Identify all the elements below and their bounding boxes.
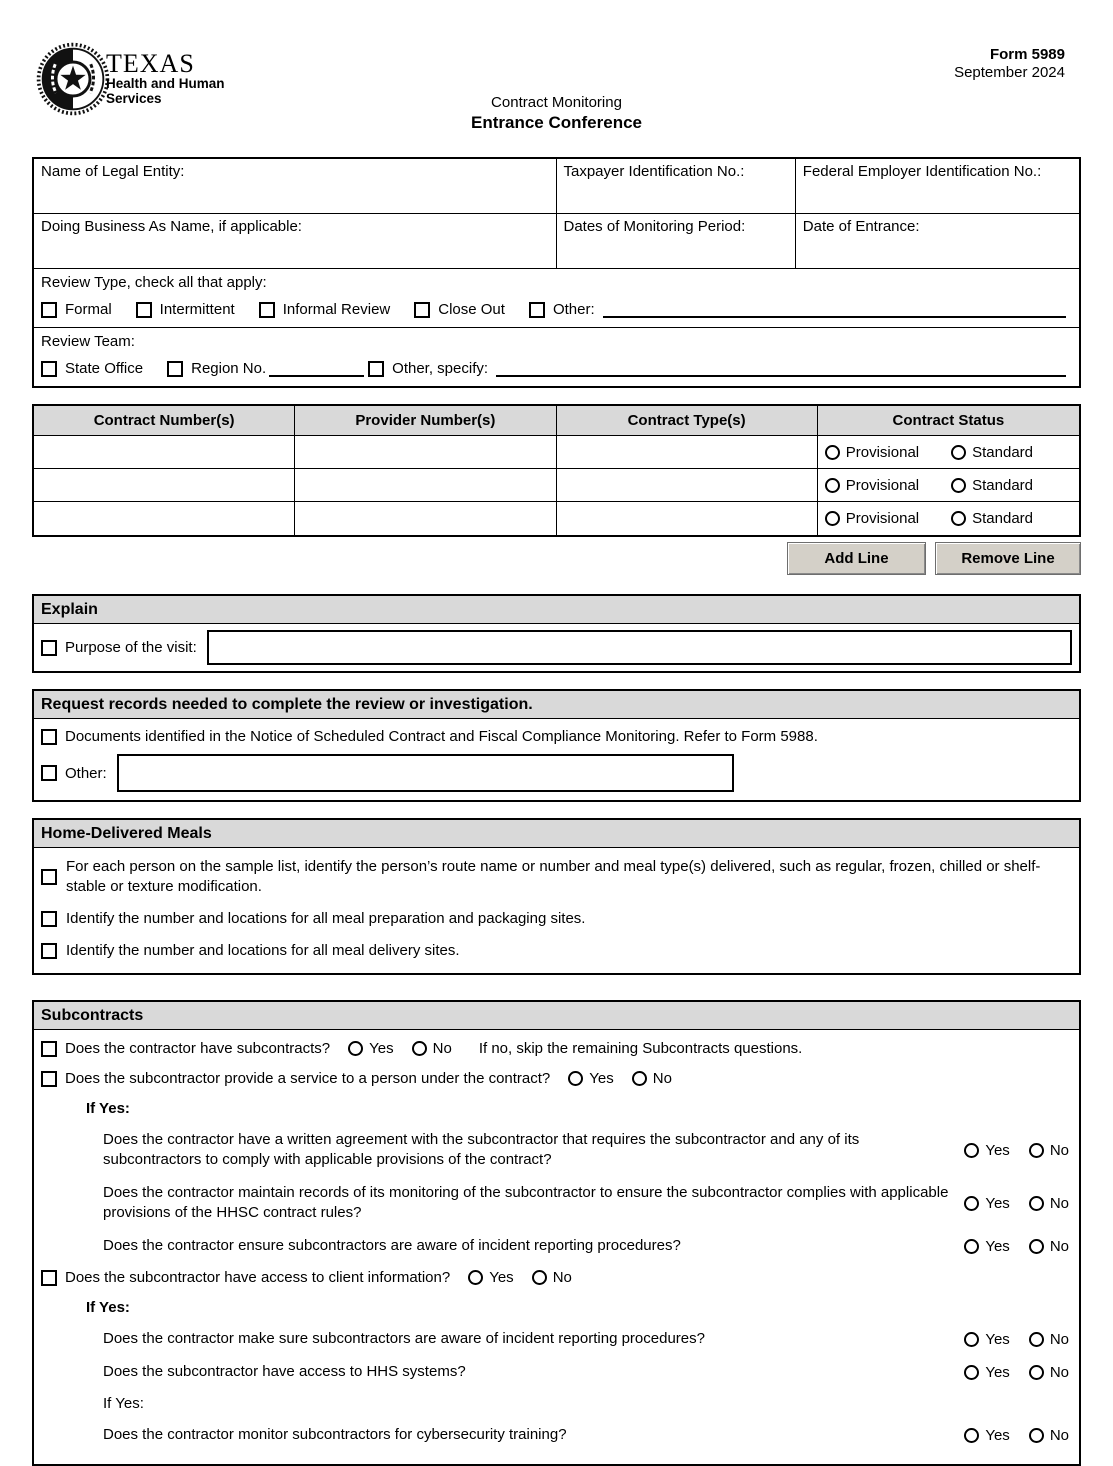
radio-standard-3-label: Standard [972, 510, 1034, 527]
q2-label: Does the subcontractor provide a service to a person under the contract? [65, 1070, 551, 1087]
q6-yes-label: Yes [489, 1269, 514, 1286]
q6-yes-radio[interactable] [468, 1270, 483, 1285]
q2-no-radio[interactable] [632, 1071, 647, 1086]
meals-item-row [34, 932, 1079, 973]
col-contract-status: Contract Status [818, 406, 1079, 436]
q3-no-label: No [1049, 1141, 1069, 1159]
checkbox-informal-review[interactable] [259, 302, 275, 318]
q2-yes-label: Yes [589, 1070, 614, 1087]
form-date: September 2024 [954, 64, 1065, 81]
table-buttons [32, 542, 1081, 575]
checkbox-close-out[interactable] [414, 302, 430, 318]
checkbox-formal[interactable] [41, 302, 57, 318]
if-yes-label: If Yes: [86, 1100, 130, 1117]
checkbox-state-office-label: State Office [65, 360, 144, 377]
page-header [0, 0, 1113, 157]
region-no-input-line[interactable] [269, 375, 364, 377]
checkbox-documents-identified[interactable] [41, 729, 57, 745]
contract-type-input-1[interactable] [557, 436, 818, 469]
field-monitoring-period[interactable]: Dates of Monitoring Period: [557, 214, 796, 269]
checkbox-meals-preparation-sites[interactable] [41, 911, 57, 927]
q3-label: Does the contractor have a written agreement with the subcontractor that requires the subcontractor and any of its subcontractors to comply with applicable provisions of the contract? [103, 1131, 860, 1168]
meals-preparation-sites-label: Identify the number and locations for all meal preparation and packaging sites. [66, 910, 586, 927]
radio-provisional-1[interactable] [825, 445, 840, 460]
review-type-label: Review Type, check all that apply: [41, 274, 267, 291]
q5-row [41, 1236, 1069, 1256]
if-yes-label: If Yes: [86, 1299, 130, 1316]
q4-label: Does the contractor maintain records of its monitoring of the subcontractor to ensure the subcontractor complies with applicable provisions of the HHSC contract rules? [103, 1184, 949, 1221]
q5-no-radio[interactable] [1029, 1239, 1044, 1254]
entity-row-2 [34, 214, 1079, 269]
home-delivered-meals-section [32, 818, 1081, 975]
q1-yes-radio[interactable] [348, 1041, 363, 1056]
title-line1: Contract Monitoring [491, 94, 622, 111]
field-federal-employer-id[interactable]: Federal Employer Identification No.: [796, 159, 1079, 214]
review-team-row [34, 328, 1079, 386]
q9-label: Does the contractor monitor subcontractors for cybersecurity training? [103, 1426, 567, 1443]
radio-standard-1-label: Standard [972, 443, 1034, 461]
checkbox-review-type-other-label: Other: [552, 301, 595, 318]
q9-yes-radio[interactable] [964, 1428, 979, 1443]
q2-yes-radio[interactable] [568, 1071, 583, 1086]
entity-table [32, 157, 1081, 388]
q1-row [41, 1040, 1069, 1057]
request-records-title: Request records needed to complete the review or investigation. [34, 691, 1079, 719]
radio-provisional-1-label: Provisional [845, 443, 920, 461]
q8-yes-label: Yes [985, 1363, 1010, 1381]
checkbox-intermittent-label: Intermittent [159, 301, 235, 318]
records-other-label: Other: [65, 764, 107, 782]
q7-yes-label: Yes [985, 1330, 1010, 1348]
q7-no-label: No [1049, 1330, 1069, 1348]
contract-row-3 [34, 502, 1079, 535]
checkbox-informal-review-label: Informal Review [282, 301, 391, 318]
q8-no-label: No [1049, 1363, 1069, 1381]
meals-item-row [34, 848, 1079, 900]
contract-type-input-2[interactable] [557, 469, 818, 502]
add-line-button[interactable]: Add Line [787, 542, 926, 575]
checkbox-region-no-label: Region No. [191, 360, 267, 377]
q3-yes-radio[interactable] [964, 1143, 979, 1158]
checkbox-meals-route[interactable] [41, 869, 57, 885]
q6-no-label: No [552, 1269, 572, 1286]
q4-yes-radio[interactable] [964, 1196, 979, 1211]
checkbox-state-office[interactable] [41, 361, 57, 377]
q4-yes-label: Yes [985, 1194, 1010, 1212]
q5-yes-label: Yes [985, 1237, 1010, 1255]
radio-standard-2[interactable] [951, 478, 966, 493]
contract-number-input-2[interactable] [34, 469, 295, 502]
form-number: Form 5989 [989, 46, 1065, 63]
checkbox-purpose-of-visit[interactable] [41, 640, 57, 656]
q3-row [41, 1130, 1069, 1170]
form-title [0, 93, 1113, 134]
q5-yes-radio[interactable] [964, 1239, 979, 1254]
contract-row-2 [34, 469, 1079, 502]
radio-provisional-2[interactable] [825, 478, 840, 493]
checkbox-client-information-access[interactable] [41, 1270, 57, 1286]
q1-yes-label: Yes [369, 1040, 394, 1057]
checkbox-close-out-label: Close Out [438, 301, 505, 318]
checkbox-meals-delivery-sites[interactable] [41, 943, 57, 959]
q9-no-label: No [1049, 1426, 1069, 1444]
checkbox-records-other[interactable] [41, 765, 57, 781]
checkbox-intermittent[interactable] [136, 302, 152, 318]
q9-no-radio[interactable] [1029, 1428, 1044, 1443]
home-delivered-meals-title: Home-Delivered Meals [34, 820, 1079, 848]
records-documents-row [34, 719, 1079, 747]
checkbox-review-team-other[interactable] [368, 361, 384, 377]
radio-standard-3[interactable] [951, 511, 966, 526]
review-team-label: Review Team: [41, 333, 135, 350]
provider-number-input-1[interactable] [295, 436, 556, 469]
col-contract-type: Contract Type(s) [557, 406, 818, 436]
explain-section [32, 594, 1081, 673]
meals-item-row [34, 900, 1079, 932]
q4-row [41, 1183, 1069, 1223]
provider-number-input-3[interactable] [295, 502, 556, 535]
q6-row [41, 1269, 1069, 1286]
q8-row [41, 1362, 1069, 1382]
q1-no-radio[interactable] [412, 1041, 427, 1056]
q1-no-label: No [432, 1040, 452, 1057]
checkbox-has-subcontracts[interactable] [41, 1041, 57, 1057]
q8-no-radio[interactable] [1029, 1365, 1044, 1380]
checkbox-review-team-other-label: Other, specify: [392, 360, 489, 377]
field-dba-name[interactable]: Doing Business As Name, if applicable: [34, 214, 557, 269]
contract-table-header [34, 406, 1079, 436]
logo-sub1: Health and Human [106, 76, 225, 91]
q4-no-label: No [1049, 1194, 1069, 1212]
purpose-row [34, 624, 1079, 671]
review-type-row [34, 269, 1079, 328]
review-team-other-input-line[interactable] [496, 375, 1066, 377]
field-name-of-legal-entity[interactable]: Name of Legal Entity: [34, 159, 557, 214]
purpose-of-visit-input[interactable] [207, 630, 1072, 665]
records-other-input[interactable] [117, 754, 734, 792]
q3-no-radio[interactable] [1029, 1143, 1044, 1158]
col-provider-number: Provider Number(s) [295, 406, 556, 436]
checkbox-review-type-other[interactable] [529, 302, 545, 318]
col-contract-number: Contract Number(s) [34, 406, 295, 436]
q7-no-radio[interactable] [1029, 1332, 1044, 1347]
contract-number-input-3[interactable] [34, 502, 295, 535]
checkbox-subcontractor-service[interactable] [41, 1071, 57, 1087]
q7-label: Does the contractor make sure subcontractors are aware of incident reporting procedures? [103, 1330, 705, 1347]
field-date-of-entrance[interactable]: Date of Entrance: [796, 214, 1079, 269]
title-line2: Entrance Conference [471, 113, 642, 132]
logo-brand: TEXAS [106, 49, 195, 78]
contract-row-1 [34, 436, 1079, 469]
q2-no-label: No [652, 1070, 672, 1087]
explain-section-title: Explain [34, 596, 1079, 624]
request-records-section [32, 689, 1081, 802]
records-other-row [34, 747, 1079, 800]
radio-standard-2-label: Standard [972, 476, 1034, 494]
q1-note: If no, skip the remaining Subcontracts questions. [478, 1040, 803, 1057]
q8-label: Does the subcontractor have access to HHS systems? [103, 1363, 466, 1380]
q1-label: Does the contractor have subcontracts? [65, 1040, 331, 1057]
subcontracts-title: Subcontracts [34, 1002, 1079, 1030]
field-taxpayer-id[interactable]: Taxpayer Identification No.: [557, 159, 796, 214]
q5-label: Does the contractor ensure subcontractors are aware of incident reporting procedures? [103, 1237, 681, 1254]
radio-provisional-3[interactable] [825, 511, 840, 526]
subcontracts-section [32, 1000, 1081, 1466]
q6-no-radio[interactable] [532, 1270, 547, 1285]
meals-delivery-sites-label: Identify the number and locations for all meal delivery sites. [66, 942, 460, 959]
checkbox-region-no[interactable] [167, 361, 183, 377]
meals-route-label: For each person on the sample list, identify the person’s route name or number and meal type(s) delivered, such as regular, frozen, chilled or shelf-stable or texture modification. [66, 858, 1041, 895]
radio-standard-1[interactable] [951, 445, 966, 460]
checkbox-formal-label: Formal [65, 301, 112, 318]
q9-yes-label: Yes [985, 1426, 1010, 1444]
if-yes-label: If Yes: [103, 1395, 144, 1412]
purpose-of-visit-label: Purpose of the visit: [65, 639, 197, 656]
remove-line-button[interactable]: Remove Line [935, 542, 1081, 575]
q3-yes-label: Yes [985, 1141, 1010, 1159]
q2-row [41, 1070, 1069, 1087]
documents-identified-label: Documents identified in the Notice of Scheduled Contract and Fiscal Compliance Monitoring. Refer to Form 5988. [65, 728, 818, 745]
entity-row-1 [34, 159, 1079, 214]
q4-no-radio[interactable] [1029, 1196, 1044, 1211]
q5-no-label: No [1049, 1237, 1069, 1255]
q9-row [41, 1425, 1069, 1445]
form-info [954, 46, 1065, 82]
contract-number-input-1[interactable] [34, 436, 295, 469]
provider-number-input-2[interactable] [295, 469, 556, 502]
q8-yes-radio[interactable] [964, 1365, 979, 1380]
contract-table [32, 404, 1081, 537]
q6-label: Does the subcontractor have access to client information? [65, 1269, 451, 1286]
radio-provisional-2-label: Provisional [845, 476, 920, 494]
review-type-other-input-line[interactable] [603, 316, 1066, 318]
contract-type-input-3[interactable] [557, 502, 818, 535]
q7-row [41, 1329, 1069, 1349]
logo-sub2: Services [106, 91, 162, 106]
radio-provisional-3-label: Provisional [845, 510, 920, 527]
q7-yes-radio[interactable] [964, 1332, 979, 1347]
